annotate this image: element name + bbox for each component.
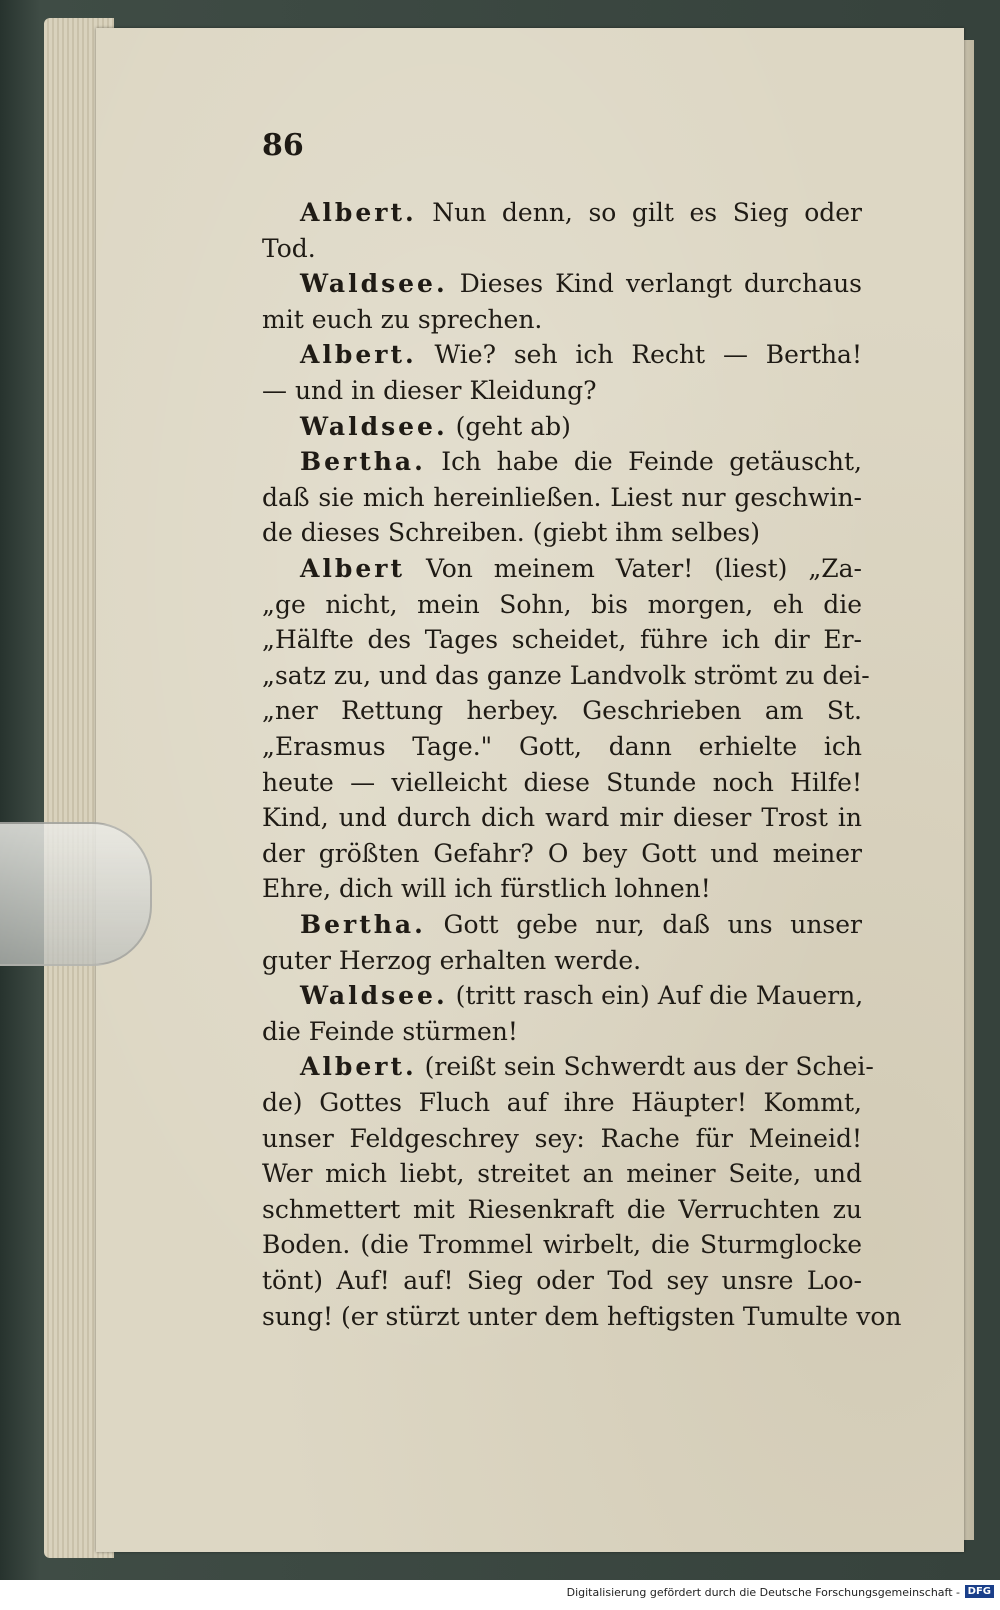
line-text: „ner Rettung herbey. Geschrieben am St.: [262, 696, 862, 726]
line-text: Nun denn, so gilt es Sieg oder: [432, 198, 862, 227]
speaker-name: Bertha.: [300, 447, 426, 477]
line-text: Wer mich liebt, streitet an meiner Seite, und: [262, 1159, 862, 1189]
text-line: [262, 1157, 862, 1191]
line-text: mit euch zu sprechen.: [262, 304, 543, 334]
line-text: guter Herzog erhalten werde.: [262, 945, 642, 975]
text-line: [262, 445, 862, 479]
text-line: [262, 481, 862, 515]
text-line: [262, 374, 862, 408]
text-line: [262, 1300, 902, 1334]
text-line: [262, 1264, 862, 1298]
line-text: Boden. (die Trommel wirbelt, die Sturmglocke: [262, 1230, 862, 1260]
text-line: [262, 303, 862, 337]
speaker-name: Albert.: [300, 198, 417, 227]
text-line: [262, 410, 862, 444]
line-text: der größten Gefahr? O bey Gott und meiner: [262, 838, 862, 868]
text-line: [262, 872, 862, 906]
line-text: Von meinem Vater! (liest) „Za-: [425, 554, 862, 583]
line-text: daß sie mich hereinließen. Liest nur geschwin-: [262, 482, 862, 512]
line-text: de) Gottes Fluch auf ihre Häupter! Kommt,: [262, 1088, 862, 1117]
text-line: [262, 588, 862, 622]
line-text: sung! (er stürzt unter dem heftigsten Tumulte von: [262, 1301, 902, 1331]
line-text: unser Feldgeschrey sey: Rache für Meineid!: [262, 1123, 862, 1153]
text-line: [262, 516, 862, 550]
text-line: [262, 1015, 862, 1049]
text-line: [262, 1193, 862, 1227]
text-line: [262, 659, 870, 693]
line-text: Dieses Kind verlangt durchaus: [459, 269, 862, 299]
text-line: [262, 908, 862, 942]
line-text: tönt) Auf! auf! Sieg oder Tod sey unsre Loo-: [262, 1266, 862, 1295]
dfg-logo: DFG: [965, 1585, 994, 1598]
page-number: 86: [262, 128, 304, 163]
speaker-name: Albert: [300, 554, 405, 583]
line-text: (reißt sein Schwerdt aus der Schei-: [424, 1052, 874, 1082]
text-line: [262, 1228, 862, 1262]
speaker-name: Bertha.: [300, 910, 426, 939]
speaker-name: Waldsee.: [300, 981, 448, 1011]
line-text: Kind, und durch dich ward mir dieser Trost in: [262, 803, 862, 833]
line-text: die Feinde stürmen!: [262, 1016, 518, 1046]
footer-credit: Digitalisierung gefördert durch die Deutsche Forschungsgemeinschaft -: [566, 1586, 960, 1599]
line-text: schmettert mit Riesenkraft die Verruchten zu: [262, 1194, 862, 1224]
text-line: [262, 1122, 862, 1156]
line-text: heute — vielleicht diese Stunde noch Hilfe!: [262, 767, 862, 797]
line-text: de dieses Schreiben. (giebt ihm selbes): [262, 518, 760, 548]
text-line: [262, 196, 862, 230]
text-line: [262, 232, 862, 266]
page-clip: [0, 822, 152, 966]
line-text: „satz zu, und das ganze Landvolk strömt zu dei-: [262, 660, 870, 690]
line-text: Ehre, dich will ich fürstlich lohnen!: [262, 874, 711, 904]
speaker-name: Waldsee.: [300, 269, 448, 299]
line-text: „Erasmus Tage." Gott, dann erhielte ich: [262, 732, 862, 761]
line-text: Ich habe die Feinde getäuscht,: [441, 447, 863, 477]
text-line: [262, 267, 862, 301]
line-text: „Hälfte des Tages scheidet, führe ich dir Er-: [262, 625, 862, 655]
text-line: [262, 623, 862, 657]
text-line: [262, 730, 862, 764]
speaker-name: Albert.: [300, 340, 417, 370]
line-text: (geht ab): [455, 411, 571, 441]
line-text: — und in dieser Kleidung?: [262, 376, 597, 405]
text-line: [262, 766, 862, 800]
text-line: [262, 837, 862, 871]
line-text: „ge nicht, mein Sohn, bis morgen, eh die: [262, 589, 862, 619]
text-line: [262, 801, 862, 835]
text-line: [262, 1086, 862, 1120]
text-line: [262, 694, 862, 728]
speaker-name: Waldsee.: [300, 411, 448, 441]
line-text: Gott gebe nur, daß uns unser: [443, 910, 863, 939]
text-line: [262, 552, 862, 586]
speaker-name: Albert.: [300, 1052, 417, 1082]
text-line: [262, 979, 862, 1013]
text-line: [262, 1050, 874, 1084]
text-line: [262, 338, 862, 372]
line-text: Tod.: [262, 233, 316, 263]
text-line: [262, 944, 862, 978]
line-text: (tritt rasch ein) Auf die Mauern,: [455, 981, 864, 1011]
line-text: Wie? seh ich Recht — Bertha!: [434, 340, 862, 370]
